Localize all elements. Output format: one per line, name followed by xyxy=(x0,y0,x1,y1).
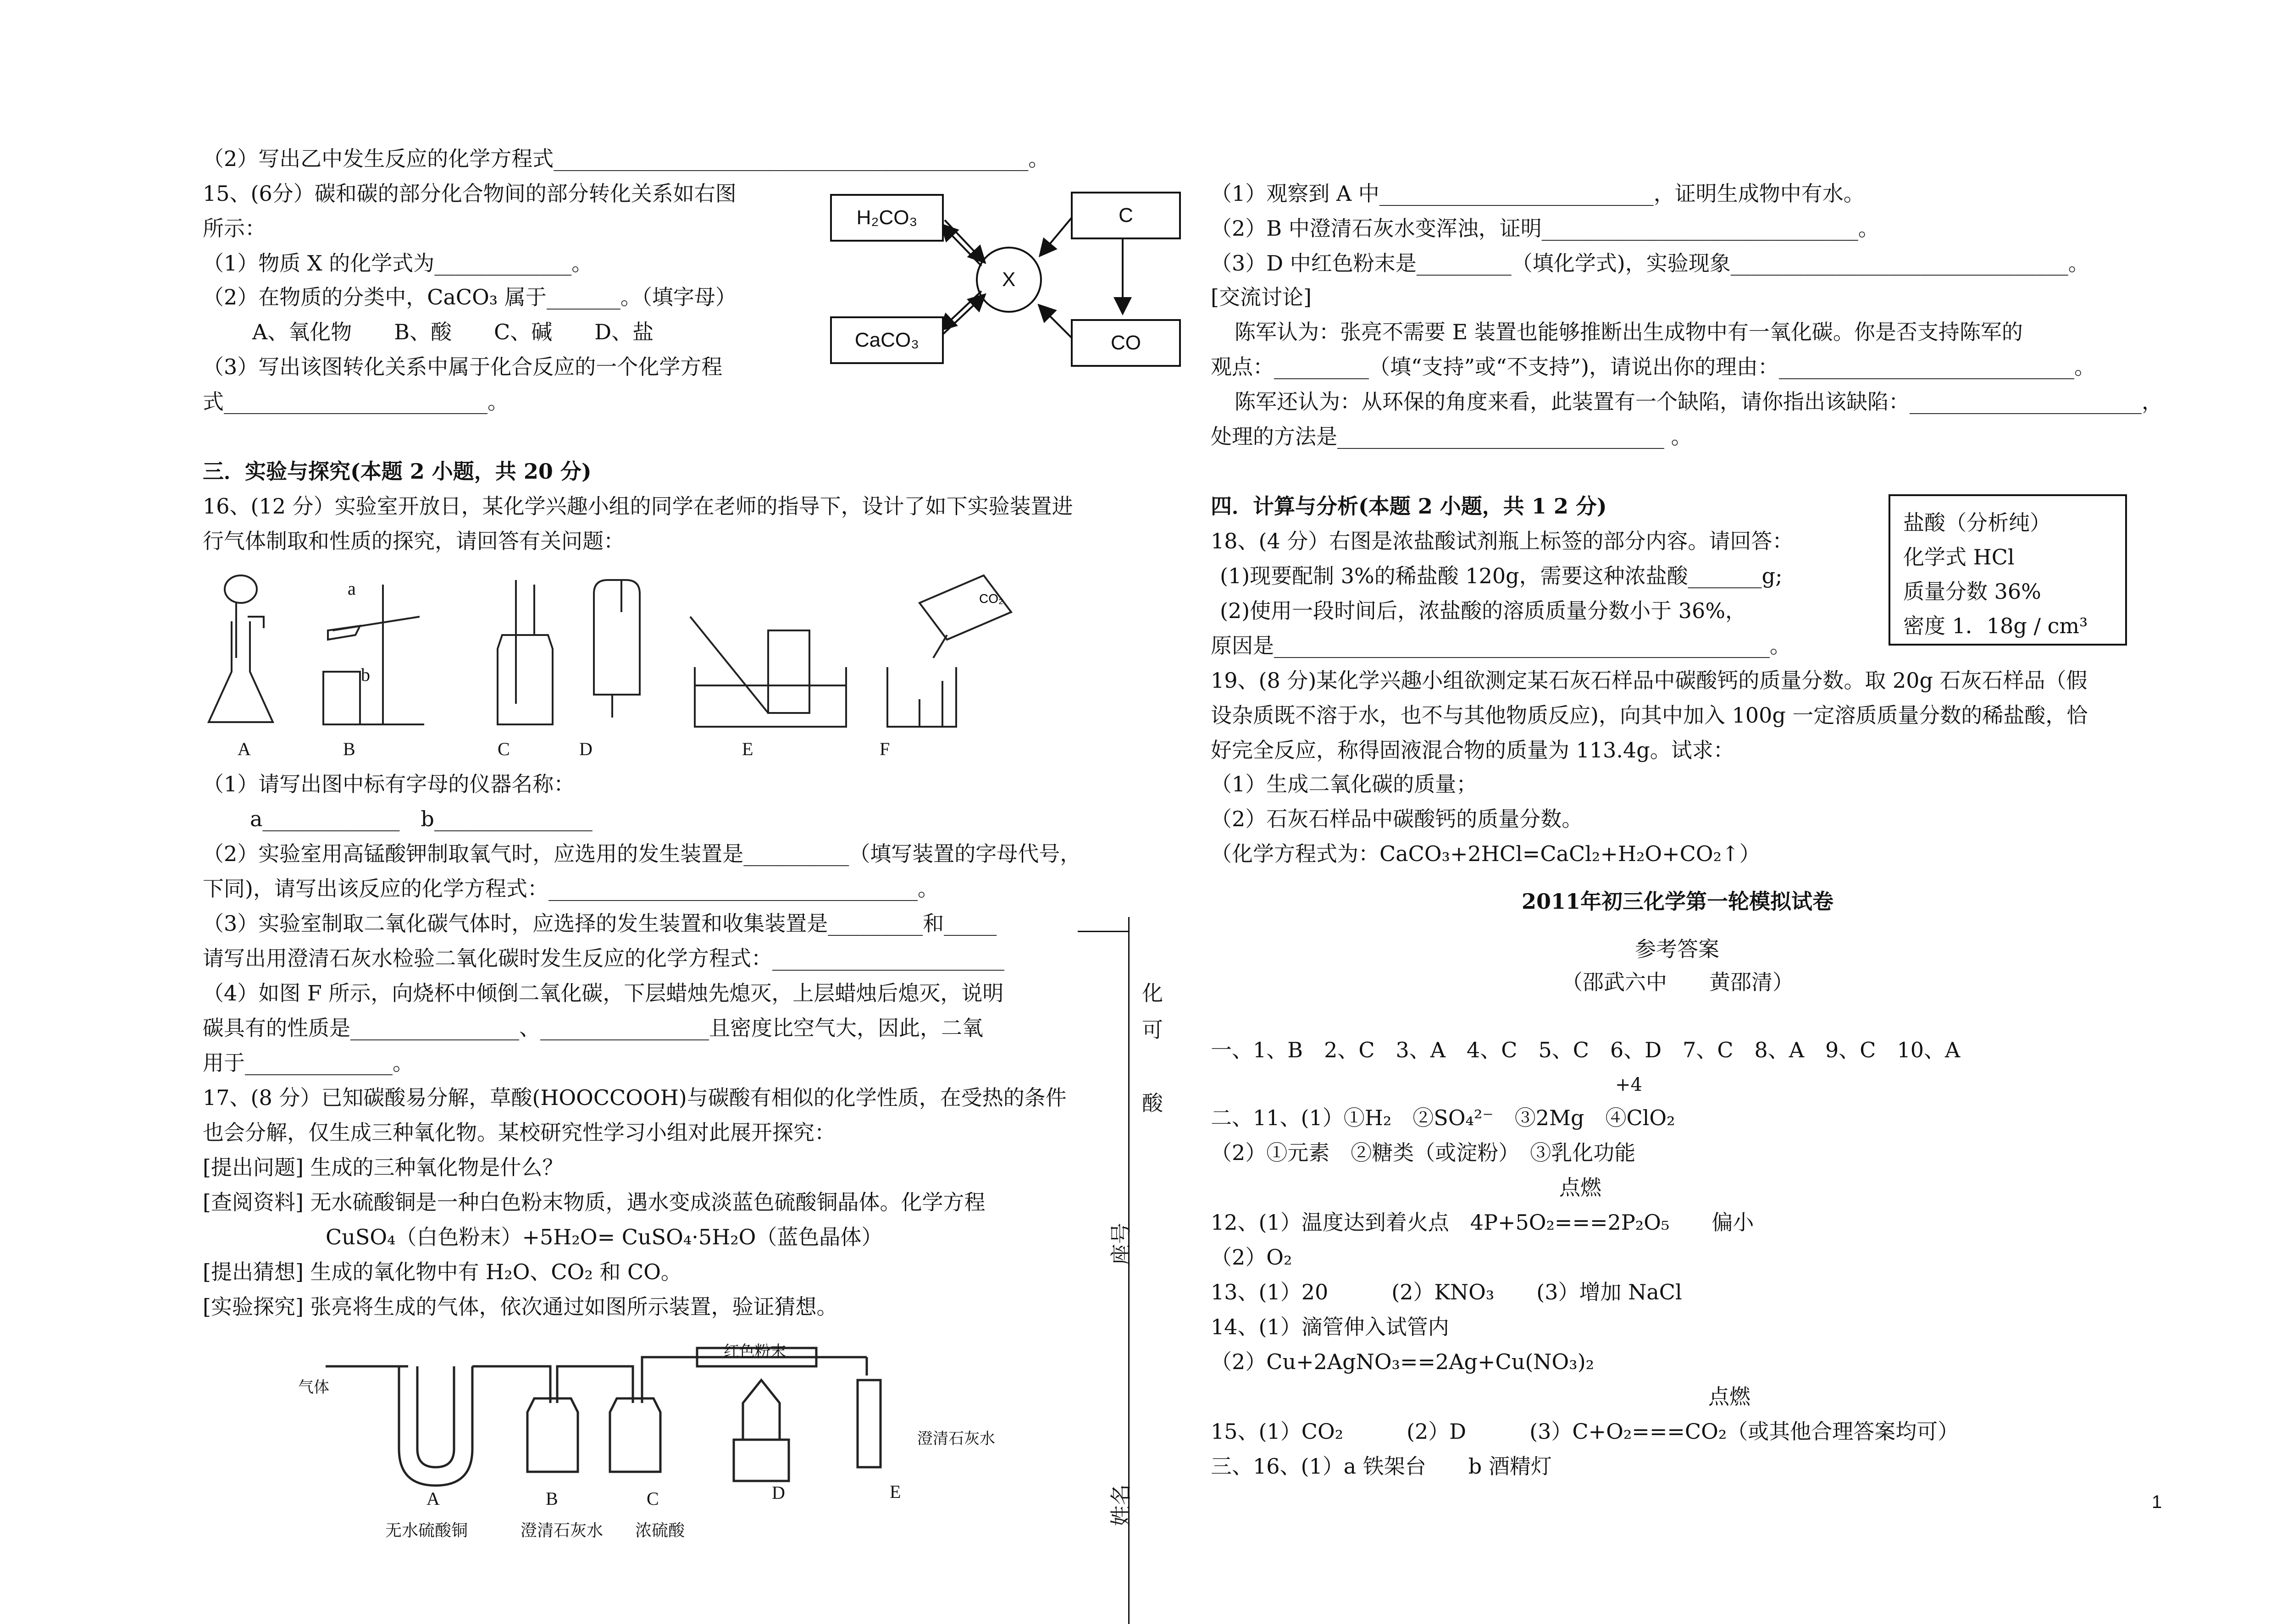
q16-intro-2: 行气体制取和性质的探究，请回答有关问题： xyxy=(203,529,625,553)
reagent-label-concentration: 质量分数 36% xyxy=(1903,579,2041,604)
q19-line3: 好完全反应，称得固液混合物的质量为 113.4g。试求： xyxy=(1211,738,1734,762)
q16-part4a: （4）如图 F 所示，向烧杯中倾倒二氧化碳，下层蜡烛先熄灭，上层蜡烛后熄灭，说明 xyxy=(203,981,1004,1005)
answers-q12-2: （2）O₂ xyxy=(1211,1245,1292,1270)
answer-subtitle: 参考答案 xyxy=(1635,937,1719,961)
fig2-label-D: D xyxy=(772,1482,785,1503)
q17-answer-3: （3）D 中红色粉末是_________（填化学式)，实验现象________________________________。 xyxy=(1211,251,2089,276)
fig2-name-C: 浓硫酸 xyxy=(635,1521,685,1540)
reagent-label-density: 密度 1．18g / cm³ xyxy=(1903,613,2088,638)
section-3-heading: 三．实验与探究(本题 2 小题，共 20 分) xyxy=(203,459,592,484)
discussion-line-3: 陈军还认为：从环保的角度来看，此装置有一个缺陷，请你指出该缺陷：______________________， xyxy=(1235,389,2163,414)
seat-number-label: 座号 xyxy=(1108,1223,1133,1265)
q17-answer-2: （2）B 中澄清石灰水变浑浊，证明______________________________。 xyxy=(1211,216,1879,241)
q19-line1: 19、(8 分)某化学兴趣小组欲测定某石灰石样品中碳酸钙的质量分数。取 20g 石灰石样品（假 xyxy=(1211,668,2088,693)
answer-author: （邵武六中 黄邵清） xyxy=(1562,970,1794,994)
q18-part1: (1)现要配制 3%的稀盐酸 120g，需要这种浓盐酸_______g; xyxy=(1220,563,1783,588)
fig2-label-C: C xyxy=(647,1488,659,1509)
fig-label-B: B xyxy=(343,739,355,759)
discussion-heading: [交流讨论] xyxy=(1211,285,1312,309)
fig2-label-E: E xyxy=(890,1481,901,1502)
q19-equation: （化学方程式为：CaCO₃+2HCl=CaCl₂+H₂O+CO₂↑） xyxy=(1211,841,1761,866)
fig2-label-B: B xyxy=(546,1488,558,1509)
q17-line7: [实验探究] 张亮将生成的气体，依次通过如图所示装置，验证猜想。 xyxy=(203,1294,838,1319)
ignite-condition-1: 点燃 xyxy=(1559,1175,1601,1200)
red-powder-label: 红色粉末 xyxy=(724,1343,786,1360)
q16-part1-blanks: a_____________ b_______________ xyxy=(250,806,593,831)
answers-q16: 三、16、(1）a 铁架台 b 酒精灯 xyxy=(1211,1454,1552,1479)
fig-label-E: E xyxy=(742,739,753,759)
fig-label-C: C xyxy=(498,739,510,759)
q16-part4c: 用于______________。 xyxy=(203,1050,414,1075)
q16-part3a: （3）实验室制取二氧化碳气体时，应选择的发生装置和收集装置是_________和_____ xyxy=(203,911,997,936)
q16-part3b: 请写出用澄清石灰水检验二氧化碳时发生反应的化学方程式：______________________ xyxy=(203,946,1004,971)
fig-label-A: A xyxy=(238,739,251,759)
q17-line3: [提出问题] 生成的三种氧化物是什么？ xyxy=(203,1155,564,1180)
q15-part1: （1）物质 X 的化学式为_____________。 xyxy=(203,251,593,276)
q19-part2: （2）石灰石样品中碳酸钙的质量分数。 xyxy=(1211,806,1583,831)
node-co: CO xyxy=(1071,319,1181,367)
q15-intro-1: 15、(6分）碳和碳的部分化合物间的部分转化关系如右图 xyxy=(203,181,737,206)
q15-part3a: （3）写出该图转化关系中属于化合反应的一个化学方程 xyxy=(203,354,723,379)
answers-section-1: 一、1、B 2、C 3、A 4、C 5、C 6、D 7、C 8、A 9、C 10、A xyxy=(1211,1038,1961,1062)
reagent-label-name: 盐酸（分析纯） xyxy=(1903,510,2051,535)
fig-letter-a: a xyxy=(348,578,356,599)
answers-q14-1: 14、(1）滴管伸入试管内 xyxy=(1211,1315,1449,1339)
node-c: C xyxy=(1071,192,1181,239)
gas-inlet-label: 气体 xyxy=(298,1379,329,1396)
side-char-1: 化 xyxy=(1142,981,1163,1005)
answers-q11-2: （2）①元素 ②糖类（或淀粉） ③乳化功能 xyxy=(1211,1140,1636,1165)
q19-part1: （1）生成二氧化碳的质量； xyxy=(1211,772,1478,796)
side-char-2: 可 xyxy=(1142,1017,1163,1042)
answers-q12-1: 12、(1）温度达到着火点 4P+5O₂===2P₂O₅ 偏小 xyxy=(1211,1210,1754,1235)
q17-line1: 17、(8 分）已知碳酸易分解，草酸(HOOCCOOH)与碳酸有相似的化学性质，在受热的条件 xyxy=(203,1085,1067,1110)
q17-line4: [查阅资料] 无水硫酸铜是一种白色粉末物质，遇水变成淡蓝色硫酸铜晶体。化学方程 xyxy=(203,1190,986,1215)
discussion-line-2: 观点：_________（填“支持”或“不支持”)，请说出你的理由：____________________________。 xyxy=(1211,354,2096,379)
ignite-condition-2: 点燃 xyxy=(1708,1384,1750,1409)
node-caco3: CaCO₃ xyxy=(830,316,944,364)
apparatus-figure-a-f xyxy=(204,566,1066,731)
page-number: 1 xyxy=(2152,1492,2162,1512)
section-4-heading: 四．计算与分析(本题 2 小题，共 1 2 分) xyxy=(1211,494,1607,519)
answers-q15: 15、(1）CO₂ (2）D (3）C+O₂===CO₂（或其他合理答案均可） xyxy=(1211,1419,1959,1444)
reagent-label-box xyxy=(1889,494,2127,646)
q18-part2: (2)使用一段时间后，浓盐酸的溶质质量分数小于 36%， xyxy=(1220,598,1747,623)
fig2-name-A: 无水硫酸铜 xyxy=(385,1521,468,1540)
q16-part1: （1）请写出图中标有字母的仪器名称： xyxy=(203,772,575,796)
fig-label-F: F xyxy=(880,739,890,759)
answers-q11-1: 二、11、(1）①H₂ ②SO₄²⁻ ③2Mg ④ClO₂ xyxy=(1211,1105,1675,1130)
reagent-label-formula: 化学式 HCl xyxy=(1903,545,2015,569)
fig2-label-A: A xyxy=(426,1488,440,1509)
answers-q13: 13、(1）20 (2）KNO₃ (3）增加 NaCl xyxy=(1211,1280,1682,1304)
q17-answer-1: （1）观察到 A 中__________________________，证明生成物中有水。 xyxy=(1211,181,1865,206)
answer-title: 2011年初三化学第一轮模拟试卷 xyxy=(1522,889,1834,914)
q17-equation: CuSO₄（白色粉末）+5H₂O= CuSO₄·5H₂O（蓝色晶体） xyxy=(326,1225,883,1249)
q16-part2a: （2）实验室用高锰酸钾制取氧气时，应选用的发生装置是__________（填写装置的字母代号， xyxy=(203,841,1081,866)
node-h2co3: H₂CO₃ xyxy=(830,194,944,242)
q16-intro-1: 16、(12 分）实验室开放日，某化学兴趣小组的同学在老师的指导下，设计了如下实验装置进 xyxy=(203,494,1073,519)
discussion-line-4: 处理的方法是_______________________________ 。 xyxy=(1211,424,1692,449)
q18-intro: 18、(4 分）右图是浓盐酸试剂瓶上标签的部分内容。请回答： xyxy=(1211,529,1794,553)
q19-line2: 设杂质既不溶于水，也不与其他物质反应)，向其中加入 100g 一定溶质质量分数的稀盐酸，恰 xyxy=(1211,703,2088,728)
discussion-line-1: 陈军认为：张亮不需要 E 装置也能够推断出生成物中有一氧化碳。你是否支持陈军的 xyxy=(1235,320,2023,344)
name-label: 姓名 xyxy=(1108,1484,1133,1526)
q18-reason: 原因是_______________________________________________。 xyxy=(1211,633,1791,658)
fig2-name-B: 澄清石灰水 xyxy=(521,1521,604,1540)
q15-part2: （2）在物质的分类中，CaCO₃ 属于_______。（填字母） xyxy=(203,285,737,309)
valence-mark: +4 xyxy=(1615,1074,1642,1095)
co2-label: CO₂ xyxy=(979,591,1003,606)
node-x: X xyxy=(1002,268,1016,291)
q17-line2: 也会分解，仅生成三种氧化物。某校研究性学习小组对此展开探究： xyxy=(203,1120,836,1145)
q17-line6: [提出猜想] 生成的氧化物中有 H₂O、CO₂ 和 CO。 xyxy=(203,1259,682,1284)
answers-q14-2: （2）Cu+2AgNO₃==2Ag+Cu(NO₃)₂ xyxy=(1211,1349,1595,1374)
fig-label-D: D xyxy=(579,739,593,759)
q15-intro-2: 所示： xyxy=(203,216,266,241)
q16-part4b: 碳具有的性质是________________、________________且密度比空气大，因此，二氧 xyxy=(203,1016,983,1040)
q15-options: A、氧化物 B、酸 C、碱 D、盐 xyxy=(252,320,654,344)
q16-part2b: 下同)，请写出该反应的化学方程式：___________________________________。 xyxy=(203,876,939,901)
fig-letter-b: b xyxy=(361,664,370,685)
q14-part2: （2）写出乙中发生反应的化学方程式_____________________________________________。 xyxy=(203,146,1050,171)
binding-tick xyxy=(1078,931,1128,932)
q15-part3b: 式_________________________。 xyxy=(203,389,509,414)
side-char-3: 酸 xyxy=(1142,1091,1163,1116)
apparatus-figure-q17 xyxy=(294,1334,1009,1545)
limewater-label: 澄清石灰水 xyxy=(917,1431,995,1447)
